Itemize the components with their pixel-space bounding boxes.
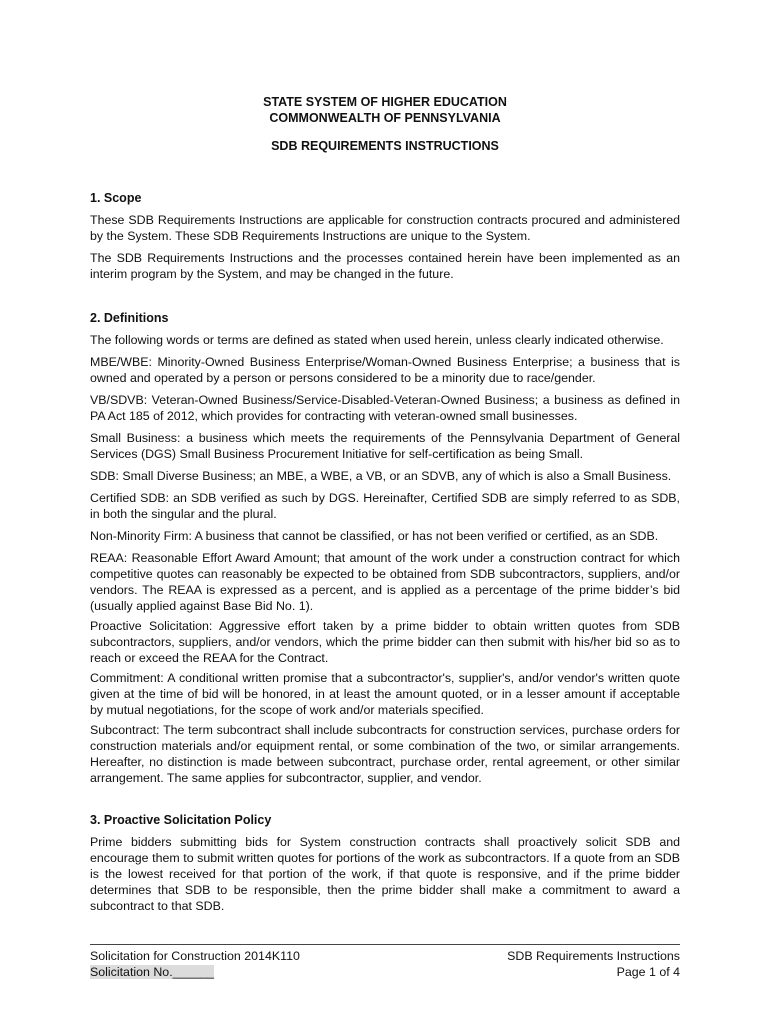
footer-divider: [90, 944, 680, 945]
document-title: SDB REQUIREMENTS INSTRUCTIONS: [271, 139, 499, 153]
definition-small-business: Small Business: a business which meets the requirements of the Pennsylvania Department of General Services (DGS) Small Business Procurement Initiative for self-certification as being Small.: [90, 431, 680, 461]
section-definitions-heading: 2. Definitions: [90, 311, 169, 325]
document-page: [90, 0, 680, 1024]
footer-page-number: Page 1 of 4: [616, 965, 680, 979]
policy-paragraph-1: Prime bidders submitting bids for System construction contracts shall proactively solicit SDB and encourage them to submit written quotes for portions of the work as subcontractors. If a quote from an SDB is the lowest received for that portion of the work, if that quote is responsive, and if the prime bidder determines that SDB to be responsible, then the prime bidder shall make a commitment to award a subcontract to that SDB.: [90, 835, 680, 913]
definition-non-minority-firm: Non-Minority Firm: A business that cannot be classified, or has not been verified or certified, as an SDB.: [90, 529, 659, 543]
scope-paragraph-2: The SDB Requirements Instructions and the processes contained herein have been implemented as an interim program by the System, and may be changed in the future.: [90, 251, 680, 281]
definition-proactive-solicitation: Proactive Solicitation: Aggressive effort taken by a prime bidder to obtain written quotes from SDB subcontractors, suppliers, and/or vendors, which the prime bidder can then submit with his/her bid so as to reach or exceed the REAA for the Contract.: [90, 619, 680, 665]
header-line-2: COMMONWEALTH OF PENNSYLVANIA: [269, 111, 501, 125]
definition-vb-sdvb: VB/SDVB: Veteran-Owned Business/Service-Disabled-Veteran-Owned Business; a business as defined in PA Act 185 of 2012, which provides for contracting with veteran-owned small businesses.: [90, 393, 680, 423]
footer-document-title: SDB Requirements Instructions: [507, 949, 680, 963]
definition-commitment: Commitment: A conditional written promise that a subcontractor's, supplier's, and/or vendor's written quote given at the time of bid will be honored, in at least the amount quoted, or in a lesser amount if acceptable by mutual negotiations, for the scope of work and/or materials specified.: [90, 671, 680, 717]
definition-sdb: SDB: Small Diverse Business; an MBE, a WBE, a VB, or an SDVB, any of which is also a Small Business.: [90, 469, 672, 483]
header-line-1: STATE SYSTEM OF HIGHER EDUCATION: [263, 95, 507, 109]
section-policy-heading: 3. Proactive Solicitation Policy: [90, 813, 272, 827]
definition-subcontract: Subcontract: The term subcontract shall include subcontracts for construction services, purchase orders for construction materials and/or equipment rental, or some combination of the two, or similar arrangements. Hereafter, no distinction is made between subcontract, purchase order, rental agreement, or other similar arrangement. The same applies for subcontractor, supplier, and vendor.: [90, 723, 680, 785]
footer-solicitation-number: [90, 964, 214, 980]
definition-mbe-wbe: MBE/WBE: Minority-Owned Business Enterprise/Woman-Owned Business Enterprise; a business that is owned and operated by a person or persons considered to be a minority due to race/gender.: [90, 355, 680, 385]
section-scope-heading: 1. Scope: [90, 191, 142, 205]
definition-reaa: REAA: Reasonable Effort Award Amount; that amount of the work under a construction contract for which competitive quotes can reasonably be expected to be obtained from SDB subcontractors, suppliers, and/or vendors. The REAA is expressed as a percent, and is applied as a percentage of the prime bidder’s bid (usually applied against Base Bid No. 1).: [90, 551, 680, 613]
solicitation-no-label: Solicitation No.: [90, 965, 173, 979]
footer-solicitation-construction: Solicitation for Construction 2014K110: [90, 949, 300, 963]
scope-paragraph-1: These SDB Requirements Instructions are applicable for construction contracts procured and administered by the System. These SDB Requirements Instructions are unique to the System.: [90, 213, 680, 243]
definition-certified-sdb: Certified SDB: an SDB verified as such by DGS. Hereinafter, Certified SDB are simply referred to as SDB, in both the singular and the plural.: [90, 491, 680, 521]
solicitation-no-field[interactable]: ______: [172, 965, 215, 979]
definitions-intro: The following words or terms are defined as stated when used herein, unless clearly indicated otherwise.: [90, 333, 664, 347]
